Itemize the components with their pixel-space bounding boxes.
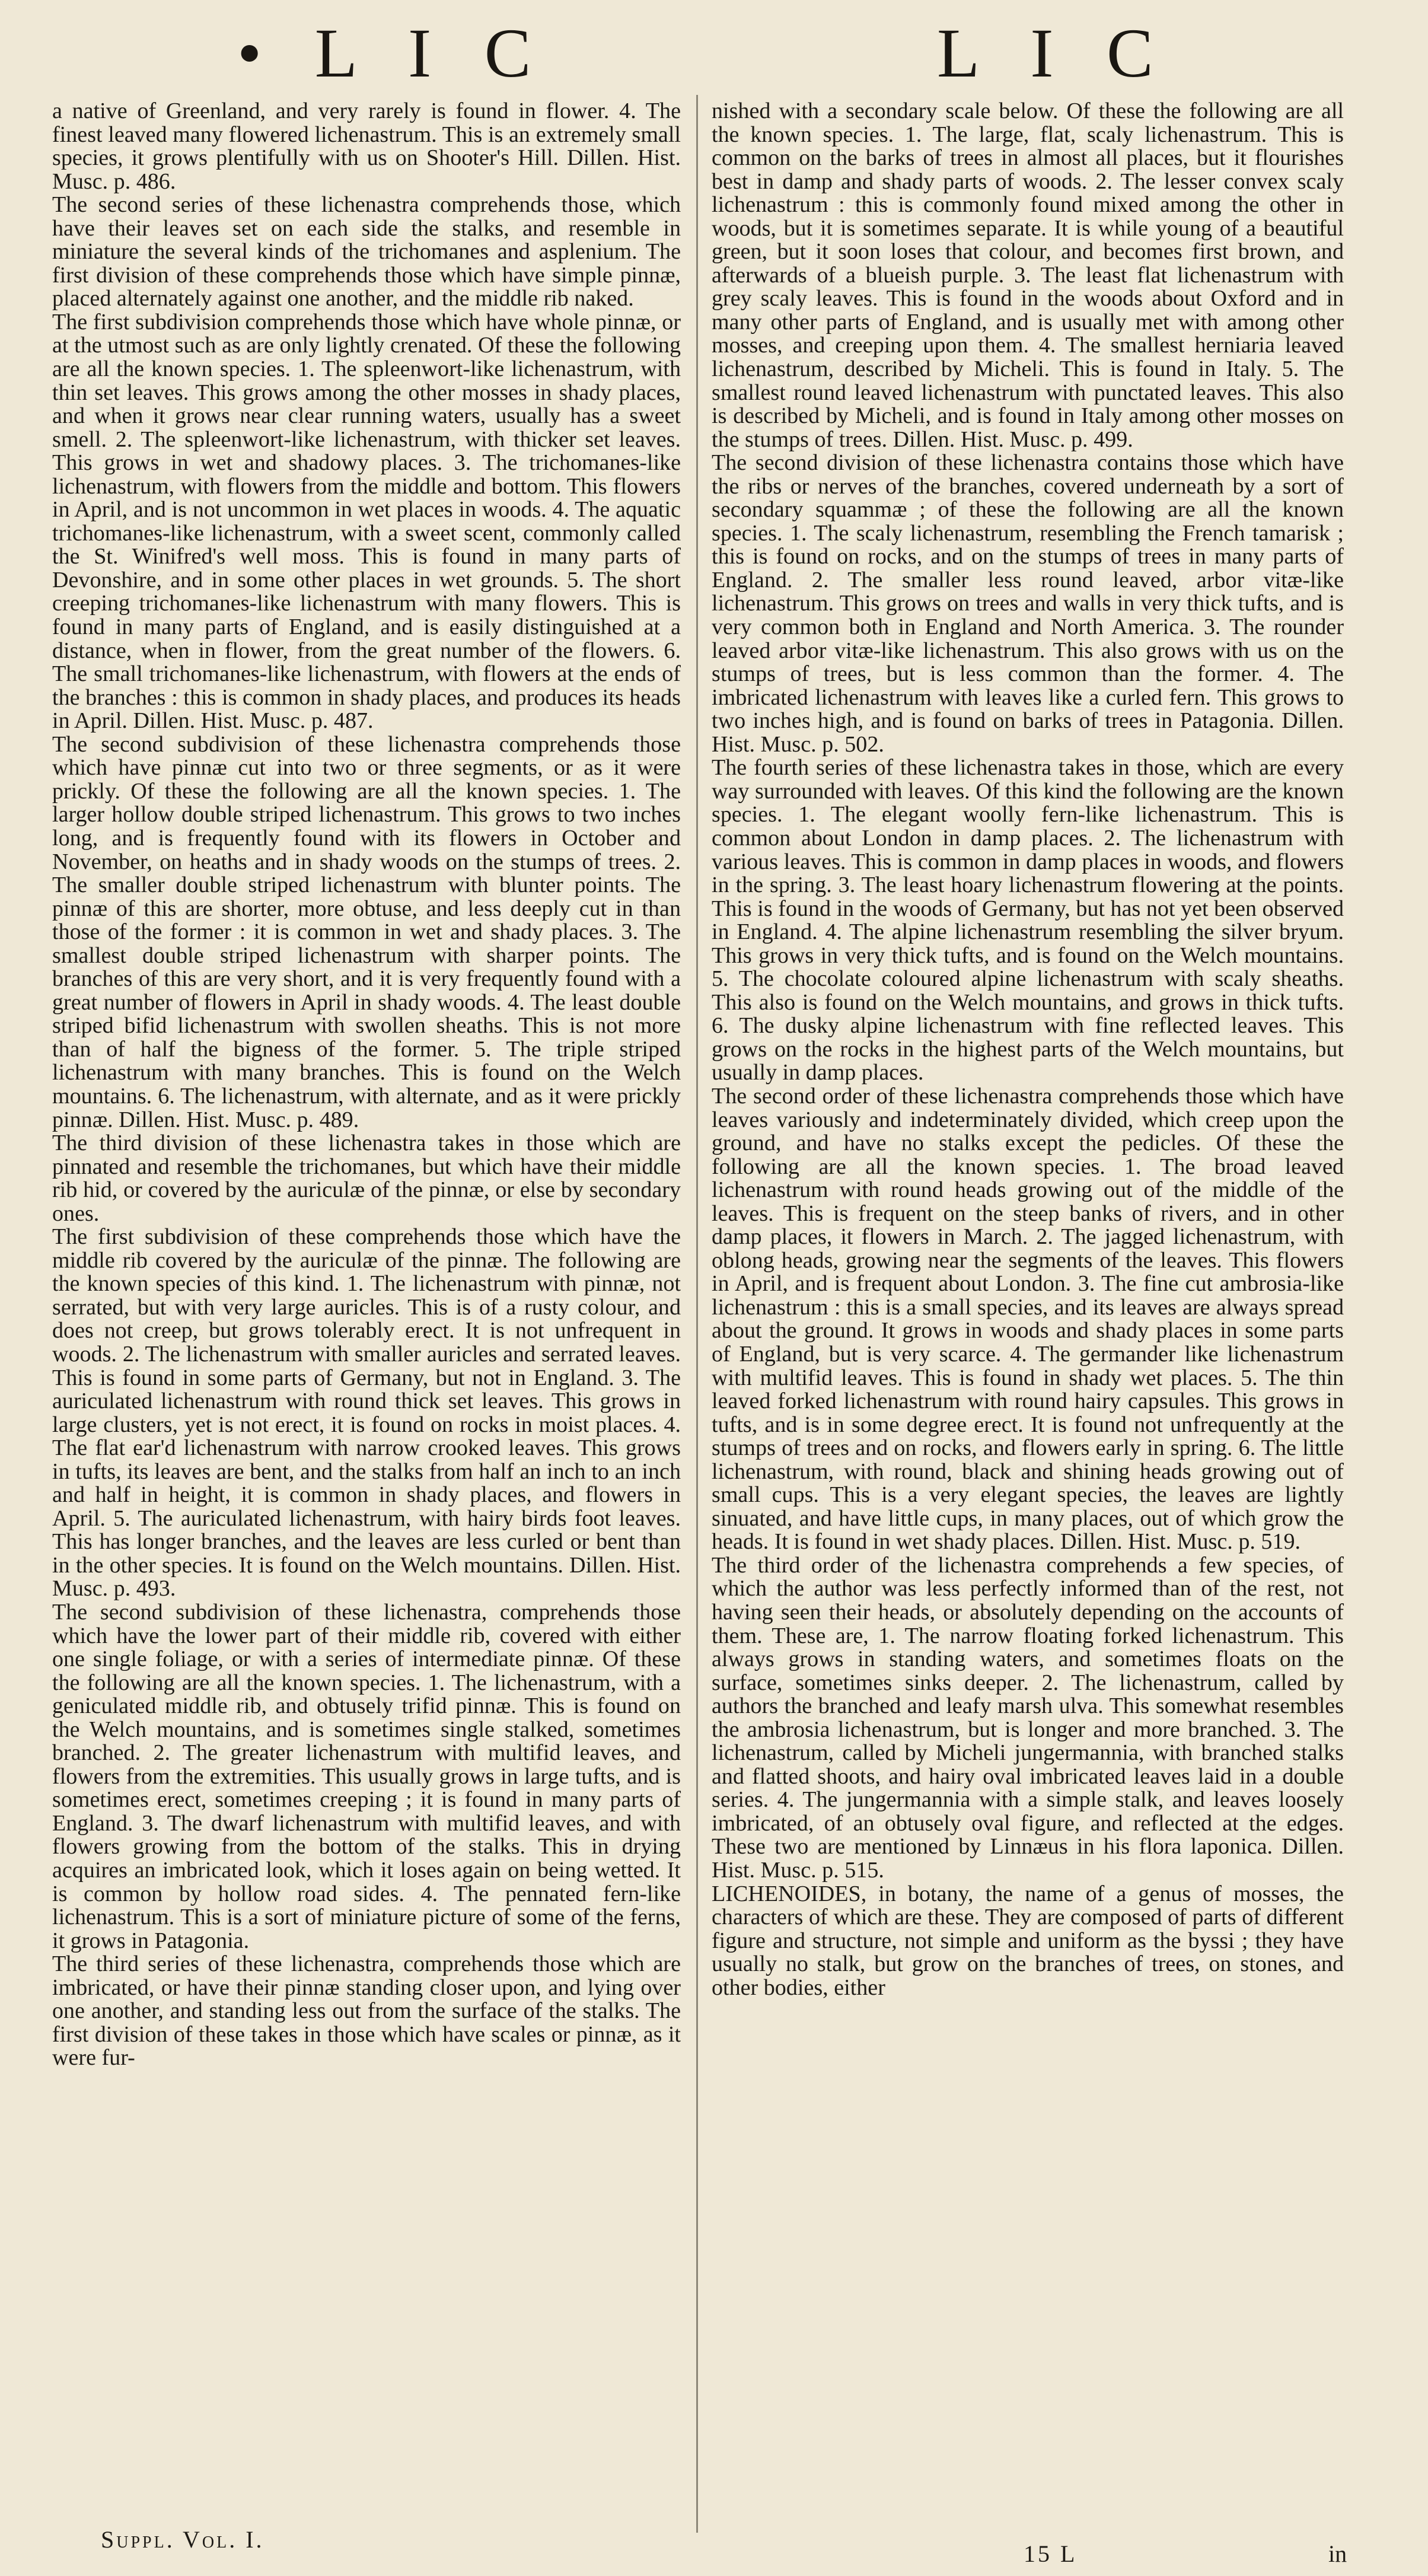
paragraph: The second order of these lichenastra comprehends those which have leaves variously and indeterminately divided, which creep upon the ground, and have no stalks except the pedicles. Of these the following are all the known species. 1. The broad leaved lichenastrum with round heads growing out of the middle of the leaves. This is frequent on the steep banks of rivers, and in other damp places, it flowers in March. 2. The jagged lichenastrum, with oblong heads, growing near the segments of the leaves. This flowers in April, and is frequent about London. 3. The fine cut ambrosia-like lichenastrum : this is a small species, and its leaves are always spread about the ground. It grows in woods and shady places in some parts of England, but is very scarce. 4. The germander like lichenastrum with multifid leaves. This is found in shady wet places. 5. The thin leaved forked lichenastrum with round hairy capsules. This grows in tufts, and is in some degree erect. It is found not unfrequently at the stumps of trees and on rocks, and flowers early in spring. 6. The little lichenastrum, with round, black and shining heads growing out of small cups. This is a very elegant species, the leaves are lightly sinuated, and have little cups, in many places, out of which grow the heads. It is found in wet shady places. Dillen. Hist. Musc. p. 519.: [712, 1083, 1344, 1555]
paragraph: The first subdivision of these comprehends those which have the middle rib covered by the auriculæ of the pinnæ. The following are the known species of this kind. 1. The lichenastrum with pinnæ, not serrated, but with very large auricles. This is of a rusty colour, and does not creep, but grows tolerably erect. It is not unfrequent in woods. 2. The lichenastrum with smaller auricles and serrated leaves. This is found in some parts of Germany, but not in England. 3. The auriculated lichenastrum with round thick set leaves. This grows in large clusters, yet is not erect, it is found on rocks in moist places. 4. The flat ear'd lichenastrum with narrow crooked leaves. This grows in tufts, its leaves are bent, and the stalks from half an inch to an inch and half in height, it is common in shady places, and flowers in April. 5. The auriculated lichenastrum, with hairy birds foot leaves. This has longer branches, and the leaves are less curled or bent than in the other species. It is found on the Welch mountains. Dillen. Hist. Musc. p. 493.: [52, 1224, 681, 1601]
paragraph: The second subdivision of these lichenastra comprehends those which have pinnæ cut into two or three segments, or as it were prickly. Of these the following are all the known species. 1. The larger hollow double striped lichenastrum. This grows to two inches long, and is frequently found with its flowers in October and November, on heaths and in shady woods on the stumps of trees. 2. The smaller double striped lichenastrum with blunter points. The pinnæ of this are shorter, more obtuse, and less deeply cut in than those of the former : it is common in wet and shady places. 3. The smallest double striped lichenastrum with sharper points. The branches of this are very short, and it is very frequently found with a great number of flowers in April in shady woods. 4. The least double striped bifid lichenastrum with swollen sheaths. This is not more than of half the bigness of the former. 5. The triple striped lichenastrum with many branches. This is found on the Welch mountains. 6. The lichenastrum, with alternate, and as it were prickly pinnæ. Dillen. Hist. Musc. p. 489.: [52, 731, 681, 1132]
paragraph: The third series of these lichenastra, comprehends those which are imbricated, or have their pinnæ standing closer upon, and lying over one another, and standing less out from the surface of the stalks. The first division of these takes in those which have scales or pinnæ, as it were fur-: [52, 1951, 681, 2071]
left-column: [52, 100, 681, 2070]
paragraph: The third order of the lichenastra comprehends a few species, of which the author was less perfectly informed than of the rest, not having seen their heads, or absolutely depending on the accounts of them. These are, 1. The narrow floating forked lichenastrum. This always grows in standing waters, and sometimes floats on the surface, sometimes sinks deeper. 2. The lichenastrum, called by authors the branched and leafy marsh ulva. This somewhat resembles the ambrosia lichenastrum, but is longer and more branched. 3. The lichenastrum, called by Micheli jungermannia, with branched stalks and flatted shoots, and hairy oval imbricated leaves laid in a double series. 4. The jungermannia with a simple stalk, and leaves loosely imbricated, of an obtusely oval figure, and reflected at the edges. These two are mentioned by Linnæus in his flora laponica. Dillen. Hist. Musc. p. 515.: [712, 1552, 1344, 1883]
paragraph: The second division of these lichenastra contains those which have the ribs or nerves of the branches, covered underneath by a sort of secondary squammæ ; of these the following are all the known species. 1. The scaly lichenastrum, resembling the French tamarisk ; this is found on rocks, and on the stumps of trees in many parts of England. 2. The smaller less round leaved, arbor vitæ-like lichenastrum. This grows on trees and walls in very thick tufts, and is very common both in England and North America. 3. The rounder leaved arbor vitæ-like lichenastrum. This also grows with us on the stumps of trees, but is less common than the former. 4. The imbricated lichenastrum with leaves like a curled fern. This grows to two inches high, and is found on barks of trees in Patagonia. Dillen. Hist. Musc. p. 502.: [712, 450, 1344, 757]
running-head-left: • L I C: [237, 14, 549, 92]
paragraph: The third division of these lichenastra takes in those which are pinnated and resemble the trichomanes, but which have their middle rib hid, or covered by the auriculæ of the pinnæ, or else by secondary ones.: [52, 1131, 681, 1226]
paragraph: LICHENOIDES, in botany, the name of a genus of mosses, the characters of which are these. They are composed of parts of different figure and structure, not simple and uniform as the byssi ; they have usually no stalk, but grow on the branches of trees, on stones, and other bodies, either: [712, 1881, 1344, 2000]
catchword: in: [1328, 2540, 1347, 2567]
volume-signature: Suppl. Vol. I.: [101, 2526, 264, 2553]
column-divider: [696, 95, 698, 2533]
paragraph: The second subdivision of these lichenastra, comprehends those which have the lower part of their middle rib, covered with either one single foliage, or with a series of intermediate pinnæ. Of these the following are all the known species. 1. The lichenastrum, with a geniculated middle rib, and obtusely trifid pinnæ. This is found on the Welch mountains, and is sometimes single stalked, sometimes branched. 2. The greater lichenastrum with multifid leaves, and flowers from the extremities. This usually grows in large tufts, and is sometimes erect, sometimes creeping ; it is found in many parts of England. 3. The dwarf lichenastrum with multifid leaves, and with flowers growing from the bottom of the stalks. This in drying acquires an imbricated look, which it loses again on being wetted. It is common by hollow road sides. 4. The pennated fern-like lichenastrum. This is a sort of miniature picture of some of the ferns, it grows in Patagonia.: [52, 1600, 681, 1953]
paragraph: The fourth series of these lichenastra takes in those, which are every way surrounded with leaves. Of this kind the following are the known species. 1. The elegant woolly fern-like lichenastrum. This is common about London in damp places. 2. The lichenastrum with various leaves. This is common in damp places in woods, and flowers in the spring. 3. The least hoary lichenastrum flowering at the points. This is found in the woods of Germany, but has not yet been observed in England. 4. The alpine lichenastrum resembling the silver bryum. This grows in very thick tufts, and is found on the Welch mountains. 5. The chocolate coloured alpine lichenastrum with scaly sheaths. This also is found on the Welch mountains, and grows in thick tufts. 6. The dusky alpine lichenastrum with fine reflected leaves. This grows on the rocks in the highest parts of the Welch mountains, but usually in damp places.: [712, 755, 1344, 1085]
right-column: [712, 100, 1344, 1999]
running-head-right: L I C: [937, 14, 1171, 92]
paragraph: The second series of these lichenastra comprehends those, which have their leaves set on each side the stalks, and resemble in miniature the several kinds of the trichomanes and asplenium. The first division of these comprehends those which have simple pinnæ, placed alternately against one another, and the middle rib naked.: [52, 192, 681, 311]
paragraph: a native of Greenland, and very rarely is found in flower. 4. The finest leaved many flowered lichenastrum. This is an extremely small species, it grows plentifully with us on Shooter's Hill. Dillen. Hist. Musc. p. 486.: [52, 98, 681, 194]
paragraph: The first subdivision comprehends those which have whole pinnæ, or at the utmost such as are only lightly crenated. Of these the following are all the known species. 1. The spleenwort-like lichenastrum, with thin set leaves. This grows among the other mosses in shady places, and when it grows near clear running waters, usually has a sweet smell. 2. The spleenwort-like lichenastrum, with thicker set leaves. This grows in wet and shadowy places. 3. The trichomanes-like lichenastrum, with flowers from the middle and bottom. This flowers in April, and is not uncommon in wet places in woods. 4. The aquatic trichomanes-like lichenastrum, with a sweet scent, commonly called the St. Winifred's well moss. This is found in many parts of Devonshire, and in some other places in wet grounds. 5. The short creeping trichomanes-like lichenastrum with many flowers. This is found in many parts of England, and is easily distinguished at a distance, when in flower, from the great number of the flowers. 6. The small trichomanes-like lichenastrum, with flowers at the ends of the branches : this is common in shady places, and produces its heads in April. Dillen. Hist. Musc. p. 487.: [52, 309, 681, 734]
sheet-mark: 15 L: [1024, 2540, 1078, 2567]
paragraph: nished with a secondary scale below. Of these the following are all the known species. 1. The large, flat, scaly lichenastrum. This is common on the barks of trees in almost all places, but it flourishes best in damp and shady parts of woods. 2. The lesser convex scaly lichenastrum : this is commonly found mixed among the other in woods, but it is sometimes separate. It is while young of a beautiful green, but it soon loses that colour, and becomes first brown, and afterwards of a blueish purple. 3. The least flat lichenastrum with grey scaly leaves. This is found in the woods about Oxford and in many other parts of England, and is usually met with among other mosses, and creeping upon them. 4. The smallest herniaria leaved lichenastrum, described by Micheli. This is found in Italy. 5. The smallest round leaved lichenastrum with punctated leaves. This also is described by Micheli, and is found in Italy among other mosses on the stumps of trees. Dillen. Hist. Musc. p. 499.: [712, 98, 1344, 452]
